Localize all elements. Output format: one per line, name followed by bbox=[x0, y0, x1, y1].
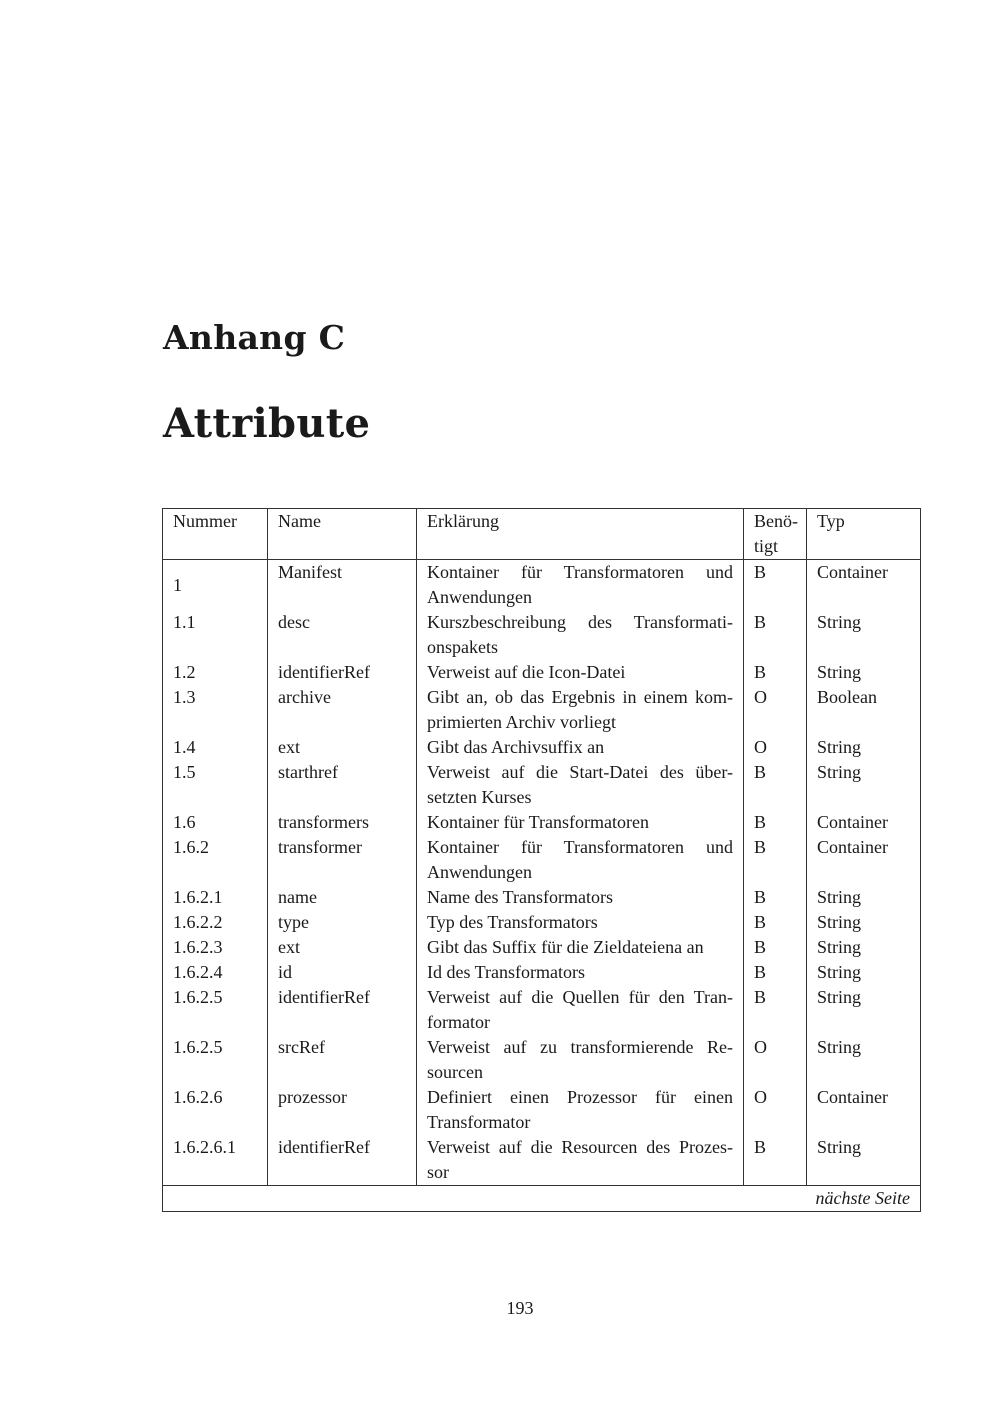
cell-type: Container bbox=[807, 1085, 921, 1135]
cell-explanation: Kontainer für Transformatoren und Anwendungen bbox=[417, 560, 744, 611]
chapter-label: Anhang C bbox=[163, 318, 346, 357]
cell-type: String bbox=[807, 960, 921, 985]
cell-name: ext bbox=[268, 935, 417, 960]
cell-name: name bbox=[268, 885, 417, 910]
cell-name: prozessor bbox=[268, 1085, 417, 1135]
cell-explanation: Kontainer für Transformatoren und Anwendungen bbox=[417, 835, 744, 885]
cell-required: B bbox=[744, 835, 807, 885]
header-explanation: Erklärung bbox=[417, 509, 744, 560]
cell-type: Container bbox=[807, 835, 921, 885]
page-number: 193 bbox=[506, 1298, 534, 1318]
cell-number: 1.4 bbox=[163, 735, 268, 760]
cell-required: B bbox=[744, 885, 807, 910]
cell-explanation: Verweist auf die Icon-Datei bbox=[417, 660, 744, 685]
cell-number: 1.6.2.3 bbox=[163, 935, 268, 960]
cell-number: 1 bbox=[163, 560, 268, 611]
cell-required: B bbox=[744, 760, 807, 810]
cell-name: desc bbox=[268, 610, 417, 660]
cell-name: identifierRef bbox=[268, 660, 417, 685]
cell-type: String bbox=[807, 735, 921, 760]
cell-name: transformers bbox=[268, 810, 417, 835]
cell-required: B bbox=[744, 660, 807, 685]
header-required: Benö-tigt bbox=[744, 509, 807, 560]
table-row bbox=[163, 910, 921, 935]
cell-type: String bbox=[807, 760, 921, 810]
cell-required: B bbox=[744, 985, 807, 1035]
cell-number: 1.6.2.6.1 bbox=[163, 1135, 268, 1186]
cell-explanation: Verweist auf die Quellen für den Tran-formator bbox=[417, 985, 744, 1035]
table-row bbox=[163, 760, 921, 810]
cell-required: B bbox=[744, 910, 807, 935]
table-row bbox=[163, 685, 921, 735]
table-header-row bbox=[163, 509, 921, 560]
table-row bbox=[163, 1035, 921, 1085]
cell-name: srcRef bbox=[268, 1035, 417, 1085]
cell-type: Boolean bbox=[807, 685, 921, 735]
cell-name: id bbox=[268, 960, 417, 985]
cell-explanation: Kontainer für Transformatoren bbox=[417, 810, 744, 835]
continuation-note: nächste Seite bbox=[163, 1186, 921, 1212]
cell-number: 1.3 bbox=[163, 685, 268, 735]
cell-number: 1.6.2.5 bbox=[163, 985, 268, 1035]
cell-type: String bbox=[807, 660, 921, 685]
table-row bbox=[163, 885, 921, 910]
cell-type: String bbox=[807, 1035, 921, 1085]
cell-name: type bbox=[268, 910, 417, 935]
header-type: Typ bbox=[807, 509, 921, 560]
cell-explanation: Verweist auf die Resourcen des Prozes-sor bbox=[417, 1135, 744, 1186]
cell-name: identifierRef bbox=[268, 985, 417, 1035]
cell-explanation: Gibt das Archivsuffix an bbox=[417, 735, 744, 760]
cell-type: String bbox=[807, 985, 921, 1035]
cell-name: ext bbox=[268, 735, 417, 760]
chapter-title: Attribute bbox=[163, 400, 371, 447]
cell-number: 1.1 bbox=[163, 610, 268, 660]
cell-name: Manifest bbox=[268, 560, 417, 611]
cell-type: String bbox=[807, 1135, 921, 1186]
cell-name: identifierRef bbox=[268, 1135, 417, 1186]
table-row bbox=[163, 835, 921, 885]
table-row bbox=[163, 660, 921, 685]
cell-required: O bbox=[744, 1035, 807, 1085]
cell-number: 1.6.2.1 bbox=[163, 885, 268, 910]
cell-number: 1.6.2.2 bbox=[163, 910, 268, 935]
cell-required: O bbox=[744, 685, 807, 735]
cell-name: transformer bbox=[268, 835, 417, 885]
cell-required: B bbox=[744, 810, 807, 835]
cell-explanation: Verweist auf zu transformierende Re-sourcen bbox=[417, 1035, 744, 1085]
cell-name: starthref bbox=[268, 760, 417, 810]
table-row bbox=[163, 985, 921, 1035]
table-row bbox=[163, 960, 921, 985]
cell-type: String bbox=[807, 885, 921, 910]
cell-required: O bbox=[744, 1085, 807, 1135]
cell-required: B bbox=[744, 1135, 807, 1186]
cell-required: B bbox=[744, 935, 807, 960]
cell-explanation: Id des Transformators bbox=[417, 960, 744, 985]
cell-explanation: Name des Transformators bbox=[417, 885, 744, 910]
cell-explanation: Verweist auf die Start-Datei des über-setzten Kurses bbox=[417, 760, 744, 810]
cell-type: Container bbox=[807, 560, 921, 611]
table-footer-row bbox=[163, 1186, 921, 1212]
header-name: Name bbox=[268, 509, 417, 560]
table-row bbox=[163, 1085, 921, 1135]
cell-number: 1.6 bbox=[163, 810, 268, 835]
table-row bbox=[163, 560, 921, 611]
cell-explanation: Definiert einen Prozessor für einen Transformator bbox=[417, 1085, 744, 1135]
cell-type: Container bbox=[807, 810, 921, 835]
cell-number: 1.5 bbox=[163, 760, 268, 810]
cell-type: String bbox=[807, 935, 921, 960]
cell-type: String bbox=[807, 610, 921, 660]
cell-required: O bbox=[744, 735, 807, 760]
table-row bbox=[163, 610, 921, 660]
cell-required: B bbox=[744, 960, 807, 985]
cell-type: String bbox=[807, 910, 921, 935]
cell-number: 1.6.2.6 bbox=[163, 1085, 268, 1135]
cell-required: B bbox=[744, 560, 807, 611]
cell-name: archive bbox=[268, 685, 417, 735]
cell-explanation: Typ des Transformators bbox=[417, 910, 744, 935]
attributes-table bbox=[162, 508, 921, 1212]
cell-number: 1.6.2.4 bbox=[163, 960, 268, 985]
cell-explanation: Kurszbeschreibung des Transformati-onspakets bbox=[417, 610, 744, 660]
table-row bbox=[163, 935, 921, 960]
table-row bbox=[163, 735, 921, 760]
cell-explanation: Gibt das Suffix für die Zieldateiena an bbox=[417, 935, 744, 960]
cell-number: 1.6.2.5 bbox=[163, 1035, 268, 1085]
cell-number: 1.6.2 bbox=[163, 835, 268, 885]
cell-required: B bbox=[744, 610, 807, 660]
header-number: Nummer bbox=[163, 509, 268, 560]
table-row bbox=[163, 810, 921, 835]
cell-explanation: Gibt an, ob das Ergebnis in einem kom-primierten Archiv vorliegt bbox=[417, 685, 744, 735]
cell-number: 1.2 bbox=[163, 660, 268, 685]
table-row bbox=[163, 1135, 921, 1186]
